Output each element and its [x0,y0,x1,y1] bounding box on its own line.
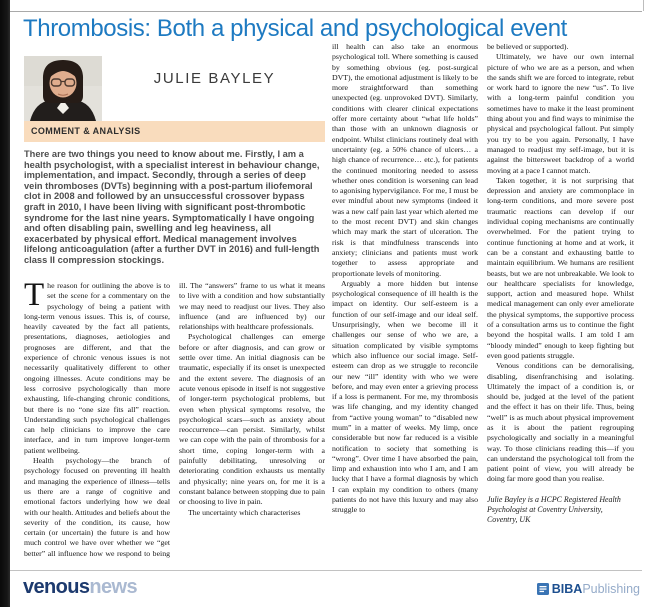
scan-edge [0,0,10,607]
page-corner-mark [643,0,644,11]
brand-word-secondary: news [89,576,138,598]
publisher-word-bold: BIBA [551,582,583,596]
paragraph-text: he reason for outlining the above is to set the scene for a commentary on the psychology of being a patient with long-term venous issues. This is, of course, heavily caveated by the fact all patients, presentations, diagnoses, aetiologies and prognoses are different, and that the experience of chronic venous issues is not necessarily qualitatively different to other ongoing illnesses. Acute conditions may be less corrosive psychologically than more exhausting, life-changing chronic conditions, but there is no “one size fits all” reaction. Understanding such psychological challenges can help clinicians to improve the care interface, and in turn improve longer-term patient wellbeing. [24,281,170,455]
article-title: Thrombosis: Both a physical and psychological event [23,15,567,42]
body-paragraph: Taken together, it is not surprising that depression and anxiety are commonplace in long-term conditions, and more severe post traumatic reactions can develop if our individual coping mechanisms are continually overwhelmed. For the patient trying to continue functioning at home and at work, it can be a constant and exhausting battle to maintain equilibrium. We humans are resilient beasts, but we are not unbreakable. We look to our healthcare specialists for knowledge, support, action and measured hope. Whilst medical management can only ever ameliorate the physical symptoms, the supportive process of a consultation arms us to continue the fight beyond the hospital walls. I am told I am “bloody minded” enough to keep fighting but even good patients struggle. [487,175,634,360]
section-badge: COMMENT & ANALYSIS [24,121,325,142]
publisher-word-light: Publishing [582,582,640,596]
drop-cap: T [24,281,45,313]
body-paragraph: Psychological challenges can emerge before or after diagnosis, and can grow or settle over time. An initial diagnosis can be traumatic, especially if its onset is unexpected and the extent severe. The diagnosis of an acute venous episode in itself is not suggestive of longer-term psychological problems, but even when physical symptoms resolve, the psychological scars—such as anxiety about reoccurrence—can persist. Similarly, whilst we can cope with the pain of thrombosis for a short time, coping longer-term with a painfully debilitating, unresolving or deteriorating condition exhausts us mentally and physically; nine years on, for me it is a constant balance between stopping due to pain or choosing to live in pain. [179,332,325,507]
body-paragraph: Venous conditions can be demoralising, disabling, disenfranchising and isolating. Ultimately the impact of a condition is, or should be, judged at the level of the patient and the effect it has on their life. Thus, being “well” is as much about physical improvement as it is about the patient regrouping psychologically and socially in a meaningful way. To those clinicians reading this—if you can understand the psychological toll from the patient point of view, you will already be doing far more good than you realise. [487,361,634,484]
biba-publishing-logo [537,582,640,596]
publisher-book-icon [537,583,549,595]
author-portrait-illustration [24,56,102,121]
body-paragraph: Arguably a more hidden but intense psychological consequence of ill health is the impact on identity. Our self-esteem is a function of our self-image and our ideal self. Unsurprisingly, when we become ill it challenges our sense of who we are, a situation complicated by visible symptoms which also influence our social image. Self-esteem can drop as we struggle to reconcile our new “ill” identity with who we were before, and may even enter a grieving process if a loss is permanent. For me, my thrombosis was life changing, and my identity changed from “active young woman” to “disabled new mum” in a matter of weeks. My limp, once considerable but now far reduced is a visible notification to society that something is “wrong”. Over time I have absorbed the pain, limp and exhaustion into who I am, and I am lucky that I have a formal diagnosis by which I can explain my condition to others (many patients do not have this luxury and may also struggle to [332,278,478,515]
top-divider [10,11,642,12]
body-paragraph: Ultimately, we have our own internal picture of who we are as a person, and when the sands shift we are forced to integrate, rebut or work hard to ignore the new “us”. To live with a long-term painful condition you sometimes have to make it the least prominent thing about you and find ways to minimise the physical and psychological fallout. Put simply you try to be you again. Personally, I have managed to readjust my self-image, but it is against the bittersweet backdrop of a world moving at a pace I cannot match. [487,52,634,175]
author-name: JULIE BAYLEY [153,70,276,87]
body-paragraph: ill health can also take an enormous psychological toll. Where something is caused by something obvious (eg. post-surgical DVT), the emotional adjustment is likely to be more straightforward than something unexpected (eg. unprovoked DVT). Similarly, conditions with clearer clinical expectations offer more certainty about “what life holds” than those with an unknown diagnosis or endpoint. Whilst clinicians routinely deal with uncertainty (eg. a 50% chance of ulcers… a high chance of recurrence… etc.), for patients the continued monitoring needed to assess whether ones condition is worsening can lead to agonising hypervigilance. For me, I must be ever mindful about new symptoms (indeed it was a new calf pain last year which alerted me to the most recent DVT) and skin changes which may mark the start of ulceration. The risk is that mindfulness transcends into anxiety; clinicians and patients must work together to assess appropriate and proportionate levels of monitoring. [332,42,478,278]
brand-word-primary: venous [23,576,90,598]
body-paragraph: Health psychology—the branch of psychology focused on preventing ill health and managing the experience of illness—tells us there are a range of cognitive and emotional factors underlying how we deal with our health. Attitudes and beliefs about the severity of the condition, its cause, how certain (or uncertain) the future is and how much control we have over whether we “get better” all influence how we respond to being ill. The “answers” frame to us what it means to live with a condition and how substantially we may need to readjust our lives. They also influence (and are influenced by) our relationships with healthcare professionals. [24,281,325,558]
body-paragraph [24,281,170,456]
author-photo [24,56,102,121]
body-paragraph: The uncertainty which characterises [188,507,301,517]
body-paragraph: be believed or supported). [487,42,569,51]
body-column-4 [487,42,634,566]
footer-divider [10,570,642,571]
body-column-3 [332,42,478,566]
intro-paragraph: There are two things you need to know about me. Firstly, I am a health psychologist, with a specialist interest in behaviour change, implementation, and impact. Secondly, through a series of deep vein thromboses (DVTs) beginning with a post-partum iliofemoral clot in 2008 and followed by an unsuccessful crossover bypass graft in 2010, I have been living with significant post-thrombotic syndrome for the last nine years. Symptomatically I have ongoing and often disabling pain, swelling and leg heaviness, all exacerbated by physical effort. Medical management involves lifelong anticoagulation (after a further DVT in 2016) and full-length class II compression stockings. [24,149,320,265]
author-bio: Julie Bayley is a HCPC Registered Health Psychologist at Coventry University, Coventry, UK [487,494,621,525]
body-columns-left [24,281,325,563]
venous-news-logo [23,576,137,599]
